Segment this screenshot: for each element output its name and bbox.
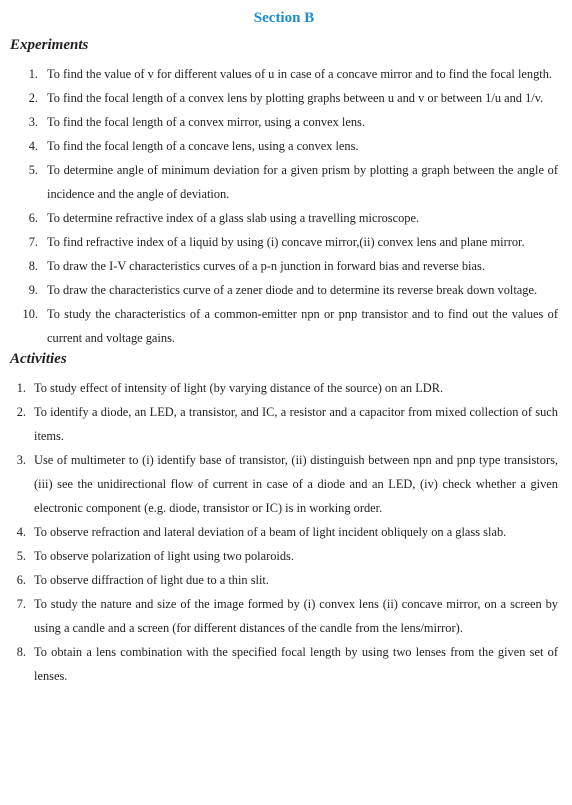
list-item (10, 400, 558, 448)
item-text: To draw the characteristics curve of a zener diode and to determine its reverse break down voltage. (47, 283, 538, 297)
item-text: To find refractive index of a liquid by using (i) concave mirror,(ii) convex lens and plane mirror. (47, 235, 525, 249)
item-text: To observe refraction and lateral deviation of a beam of light incident obliquely on a glass slab. (34, 525, 507, 539)
experiments-list (10, 62, 558, 350)
item-text: To identify a diode, an LED, a transistor, and IC, a resistor and a capacitor from mixed collection of such items. (34, 405, 558, 443)
activities-heading: Activities (10, 351, 67, 367)
list-item (10, 86, 558, 110)
item-number: 7. (28, 235, 38, 249)
item-text: To draw the I-V characteristics curves of a p-n junction in forward bias and reverse bias. (47, 259, 485, 273)
item-number: 3. (28, 115, 38, 129)
list-item (10, 376, 558, 400)
list-item (10, 206, 558, 230)
item-number: 8. (28, 259, 38, 273)
list-item (10, 230, 558, 254)
item-text: To study effect of intensity of light (by varying distance of the source) on an LDR. (34, 381, 444, 395)
item-number: 6. (16, 573, 26, 587)
list-item (10, 254, 558, 278)
list-item (10, 448, 558, 520)
item-number: 2. (28, 91, 38, 105)
item-number: 5. (28, 163, 38, 177)
list-item (10, 520, 558, 544)
item-number: 4. (16, 525, 26, 539)
item-number: 6. (28, 211, 38, 225)
item-number: 10. (22, 307, 38, 321)
item-text: To obtain a lens combination with the specified focal length by using two lenses from the given set of lenses. (34, 645, 558, 683)
item-text: To find the focal length of a convex lens by plotting graphs between u and v or between 1/u and 1/v. (47, 91, 544, 105)
list-item (10, 158, 558, 206)
list-item (10, 278, 558, 302)
list-item (10, 110, 558, 134)
experiments-heading: Experiments (10, 37, 89, 53)
item-number: 7. (16, 597, 26, 611)
section-title: Section B (253, 10, 315, 26)
list-item (10, 134, 558, 158)
item-number: 3. (16, 453, 26, 467)
list-item (10, 544, 558, 568)
item-text: To find the focal length of a concave lens, using a convex lens. (47, 139, 359, 153)
item-number: 8. (16, 645, 26, 659)
item-text: To find the value of v for different values of u in case of a concave mirror and to find the focal length. (47, 67, 553, 81)
list-item (10, 568, 558, 592)
item-number: 9. (28, 283, 38, 297)
list-item (10, 62, 558, 86)
item-number: 1. (16, 381, 26, 395)
item-text: To study the nature and size of the image formed by (i) convex lens (ii) concave mirror, on a screen by using a candle and a screen (for different distances of the candle from the lens/mirror). (34, 597, 558, 635)
list-item (10, 302, 558, 350)
item-number: 5. (16, 549, 26, 563)
item-number: 4. (28, 139, 38, 153)
activities-list (10, 376, 558, 688)
item-text: To determine angle of minimum deviation for a given prism by plotting a graph between the angle of incidence and the angle of deviation. (47, 163, 558, 201)
item-text: To observe polarization of light using two polaroids. (34, 549, 294, 563)
item-text: To observe diffraction of light due to a thin slit. (34, 573, 269, 587)
list-item (10, 640, 558, 688)
item-text: To study the characteristics of a common-emitter npn or pnp transistor and to find out the values of current and voltage gains. (47, 307, 558, 345)
item-text: To find the focal length of a convex mirror, using a convex lens. (47, 115, 365, 129)
item-number: 2. (16, 405, 26, 419)
item-text: Use of multimeter to (i) identify base of transistor, (ii) distinguish between npn and pnp type transistors, (iii) see the unidirectional flow of current in case of a diode and an LED, (iv) check whether a given electronic component (e.g. diode, transistor or IC) is in working order. (34, 453, 558, 515)
item-text: To determine refractive index of a glass slab using a travelling microscope. (47, 211, 420, 225)
item-number: 1. (28, 67, 38, 81)
list-item (10, 592, 558, 640)
